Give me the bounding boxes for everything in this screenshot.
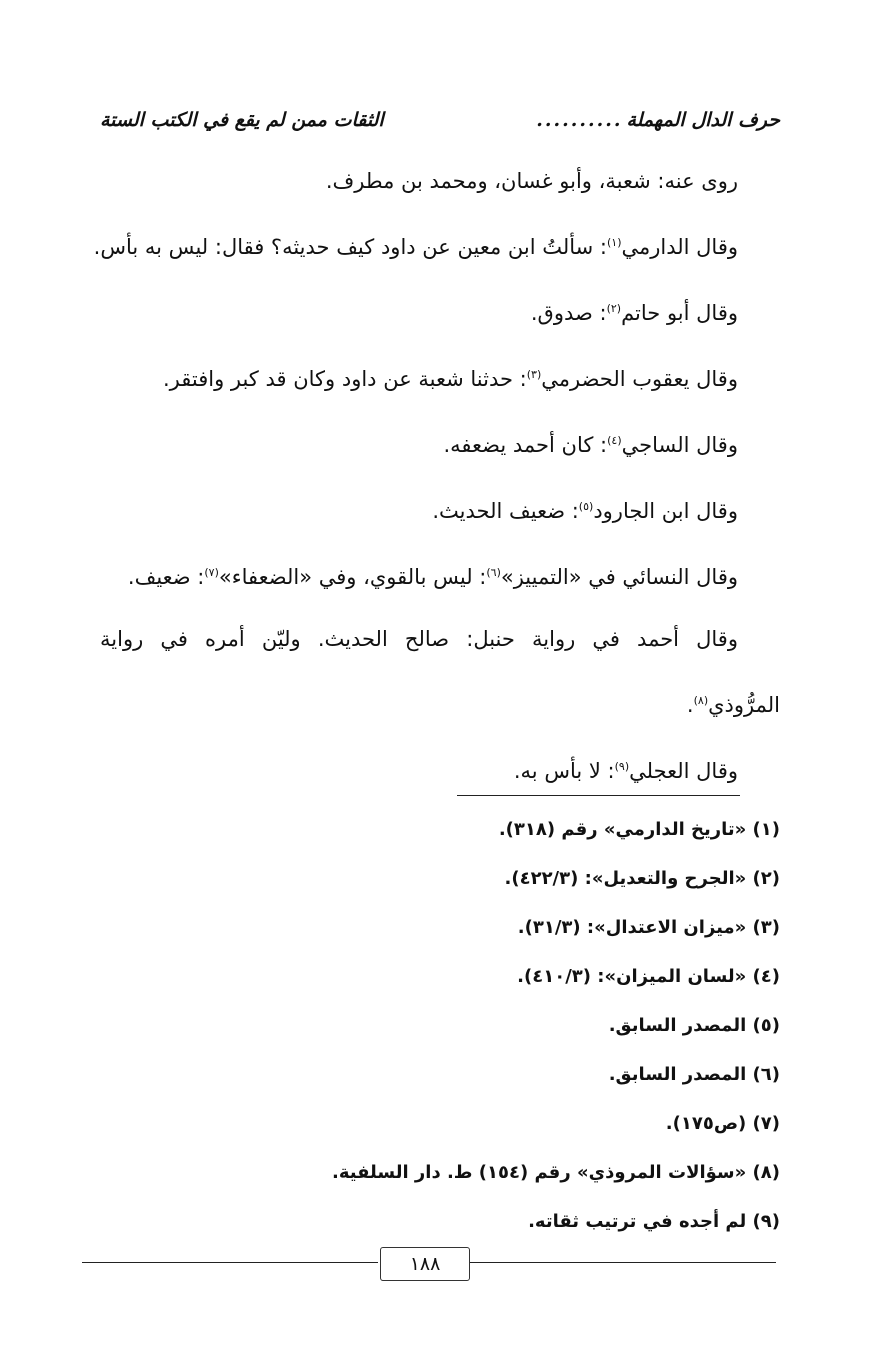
paragraph-text: وقال أبو حاتم: [621, 301, 738, 325]
paragraph-text: المرُّوذي: [708, 693, 780, 717]
paragraph-text: : ضعيف.: [127, 565, 205, 589]
paragraph-text: وقال يعقوب الحضرمي: [541, 367, 738, 391]
footnote-marker: (٢): [606, 302, 622, 315]
paragraph-text: وقال أحمد في رواية حنبل: صالح الحديث. وليّن أمره في رواية: [100, 627, 738, 651]
paragraph-text: : حدثنا شعبة عن داود وكان قد كبر وافتقر.: [162, 367, 527, 391]
paragraph-text: : كان أحمد يضعفه.: [443, 433, 608, 457]
paragraph: [100, 278, 780, 344]
footnote: (٩) لم أجده في ترتيب ثقاته.: [528, 1211, 780, 1232]
running-header: [100, 100, 780, 140]
footnote: (٨) «سؤالات المروذي» رقم (١٥٤) ط. دار السلفية.: [332, 1162, 780, 1183]
footnote-marker: (٦): [486, 566, 501, 579]
footnote: (٧) (ص١٧٥).: [665, 1113, 780, 1134]
paragraph: [100, 476, 780, 542]
header-chapter-title: حرف الدال المهملة: [626, 109, 780, 131]
paragraph-text: روى عنه: شعبة، وأبو غسان، ومحمد بن مطرف.: [325, 169, 738, 193]
footnote-marker: (٥): [578, 500, 594, 513]
paragraph-ahmad-line1: [100, 608, 780, 670]
footnote-marker: (٨): [693, 694, 709, 707]
paragraph-text: وقال النسائي في «التمييز»: [500, 565, 738, 589]
paragraph-text: : سألتُ ابن معين عن داود كيف حديثه؟ فقال: ليس به بأس.: [93, 235, 607, 259]
paragraph-text: : لا بأس به.: [513, 759, 615, 783]
footnotes: [100, 805, 780, 1246]
footer-rule-right: [470, 1262, 776, 1263]
footnote-marker: (٩): [614, 760, 630, 773]
footnote-marker: (٣): [526, 368, 542, 381]
footnote: (٢) «الجرح والتعديل»: (٤٢٢/٣).: [504, 868, 780, 889]
paragraph-text: : ضعيف الحديث.: [432, 499, 579, 523]
paragraph-text: وقال الدارمي: [621, 235, 738, 259]
paragraph-text: وقال العجلي: [629, 759, 738, 783]
paragraph: [100, 410, 780, 476]
paragraph-nasai: [100, 542, 780, 608]
main-text: [93, 150, 780, 802]
footnote: (٥) المصدر السابق.: [608, 1015, 780, 1036]
paragraph: [93, 212, 780, 278]
footnote-marker: (١): [606, 236, 622, 249]
footnote-marker: (٤): [607, 434, 622, 447]
paragraph-text: .: [686, 693, 694, 717]
paragraph-text: وقال الساجي: [621, 433, 738, 457]
footnote-divider: [457, 795, 740, 796]
footer-rule-left: [82, 1262, 378, 1263]
page-number: ١٨٨: [380, 1247, 470, 1281]
paragraph-ahmad-line2: [100, 670, 780, 736]
paragraph: [100, 344, 780, 410]
header-dot-leader: ..........: [536, 109, 623, 131]
paragraph-text: : صدوق.: [530, 301, 607, 325]
footnote: (٣) «ميزان الاعتدال»: (٣١/٣).: [517, 917, 780, 938]
paragraph-text: : ليس بالقوي، وفي «الضعفاء»: [218, 565, 487, 589]
footnote: (١) «تاريخ الدارمي» رقم (٣١٨).: [498, 819, 780, 840]
header-book-title: الثقات ممن لم يقع في الكتب الستة: [100, 109, 384, 131]
footnote: (٦) المصدر السابق.: [608, 1064, 780, 1085]
paragraph-text: وقال ابن الجارود: [593, 499, 738, 523]
footnote: (٤) «لسان الميزان»: (٤١٠/٣).: [517, 966, 780, 987]
paragraph: [100, 150, 780, 212]
footnote-marker: (٧): [204, 566, 219, 579]
paragraph: [100, 736, 780, 802]
